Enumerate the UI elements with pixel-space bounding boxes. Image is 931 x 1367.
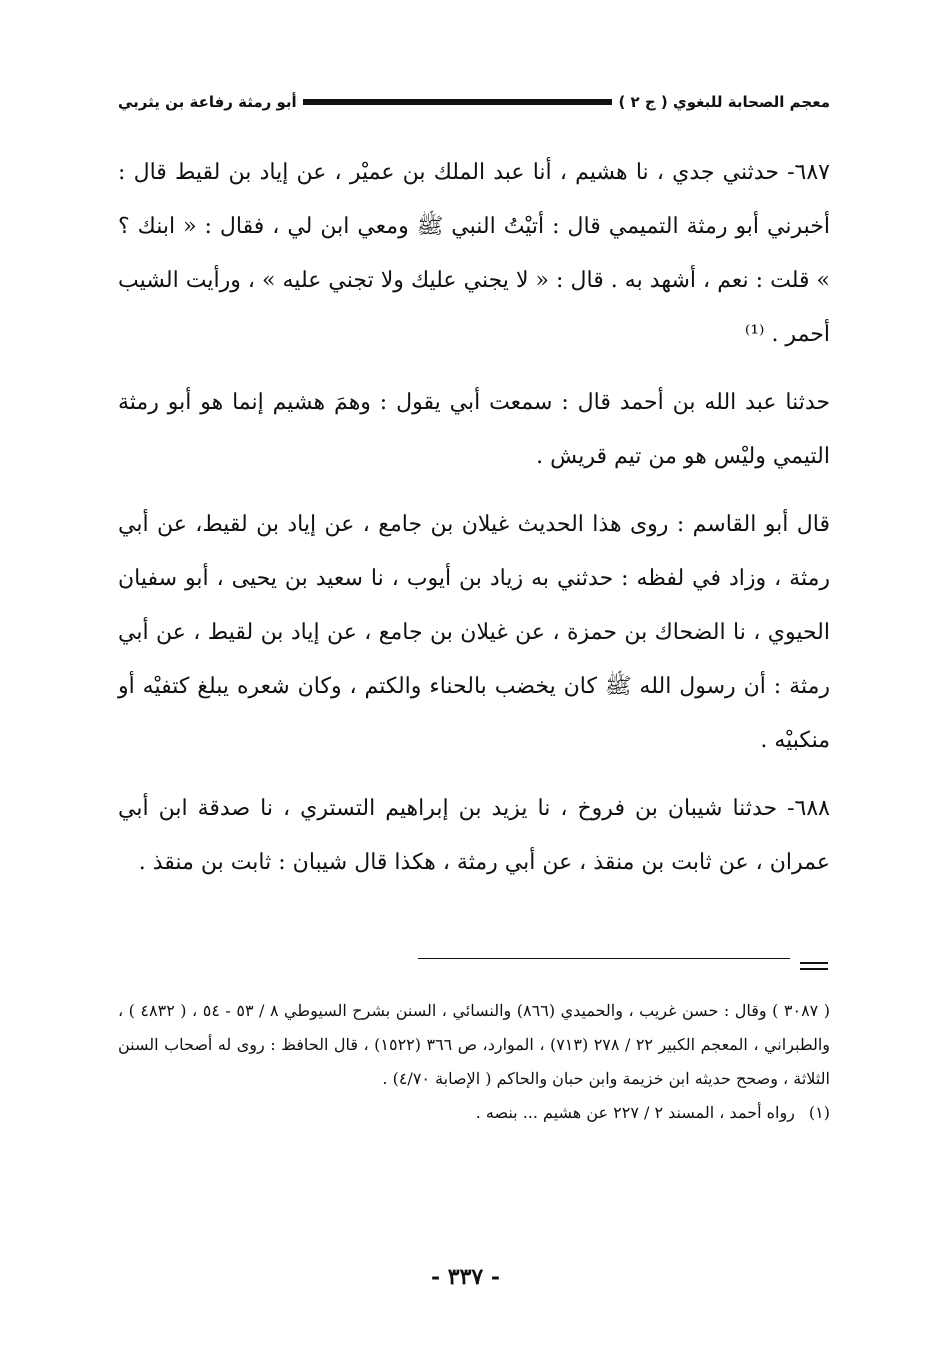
footnote-1 — [118, 1096, 830, 1130]
header-section-title: أبو رمثة رفاعة بن يثربي — [118, 93, 297, 111]
page-number: - ٣٣٧ - — [430, 1264, 501, 1290]
footnote-1-marker: (١) — [808, 1103, 830, 1122]
paragraph-abu-al-qasim: قال أبو القاسم : روى هذا الحديث غيلان بن جامع ، عن إياد بن لقيط، عن أبي رمثة ، وزاد في لفظه : حدثني به زياد بن أيوب ، نا سعيد بن يحيى ، أبو سفيان الحيوي ، نا الضحاك بن حمزة ، عن غيلان بن جامع ، عن إياد بن لقيط ، عن أبي رمثة : أن رسول الله ﷺ كان يخضب بالحناء والكتم ، وكان شعره يبلغ كتفيْه أو منكبيْه . — [118, 512, 830, 753]
paragraph-687: ٦٨٧- حدثني جدي ، نا هشيم ، أنا عبد الملك بن عميْر ، عن إياد بن لقيط قال : أخبرني أبو رمثة التميمي قال : أتيْتُ النبي ﷺ ومعي ابن لي ، فقال : « ابنك ؟ » قلت : نعم ، أشهد به . قال : « لا يجني عليك ولا تجني عليه » ، ورأيت الشيب أحمر . ⁽¹⁾ — [118, 160, 830, 347]
header-rule — [303, 99, 613, 105]
footnote-1-text: رواه أحمد ، المسند ٢ / ٢٢٧ عن هشيم ... بنصه . — [475, 1103, 795, 1122]
main-text — [118, 146, 830, 904]
paragraph-abdullah: حدثنا عبد الله بن أحمد قال : سمعت أبي يقول : وهمَ هشيم إنما هو أبو رمثة التيمي وليْس هو من تيم قريش . — [118, 390, 830, 469]
footnote-dash-mark — [800, 962, 828, 972]
running-header — [118, 88, 830, 116]
footnote-separator — [418, 958, 790, 959]
footnote-continuation: ( ٣٠٨٧ ) وقال : حسن غريب ، والحميدي (٨٦٦) والنسائي ، السنن بشرح السيوطي ٨ / ٥٣ - ٥٤ ، ( ٤٨٣٢ ) ، والطبراني ، المعجم الكبير ٢٢ / ٢٧٨ (٧١٣) ، الموارد، ص ٣٦٦ (١٥٢٢) ، قال الحافظ : روى له أصحاب السنن الثلاثة ، وصحح حديثه ابن خزيمة وابن حبان والحاكم ( الإصابة ٤/٧٠) . — [118, 1001, 831, 1088]
paragraph-688: ٦٨٨- حدثنا شيبان بن فروخ ، نا يزيد بن إبراهيم التستري ، نا صدقة ابن أبي عمران ، عن ثابت بن منقذ ، عن أبي رمثة ، هكذا قال شيبان : ثابت بن منقذ . — [118, 796, 830, 875]
footnotes — [118, 994, 830, 1130]
header-book-title: معجم الصحابة للبغوي ( ج ٢ ) — [618, 93, 830, 111]
